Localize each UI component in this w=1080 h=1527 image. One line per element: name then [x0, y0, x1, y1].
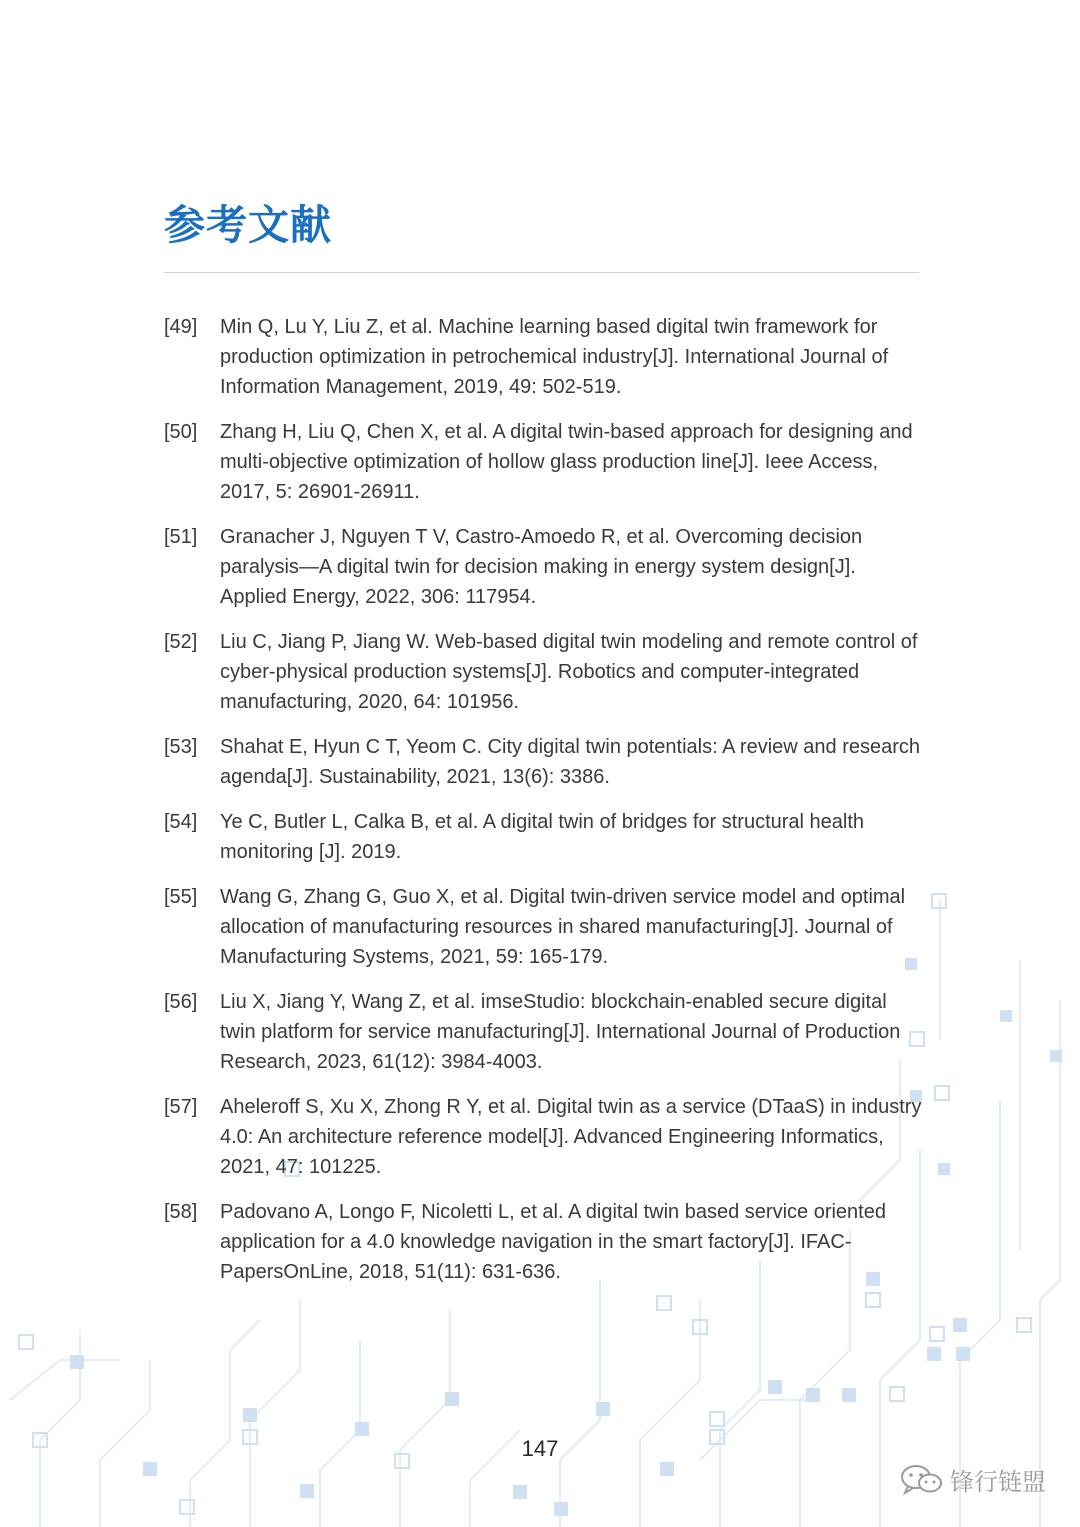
reference-number: [52]: [164, 631, 198, 653]
reference-text: Liu X, Jiang Y, Wang Z, et al. imseStudio: blockchain-enabled secure digital twin platform for service manufacturing[J]. International Journal of Production Research, 2023, 61(12): 3984-4003.: [220, 991, 901, 1073]
page-title: 参考文献: [164, 201, 332, 249]
wechat-icon: [900, 1463, 944, 1497]
reference-text: Wang G, Zhang G, Guo X, et al. Digital twin-driven service model and optimal allocation of manufacturing resources in shared manufacturing[J]. Journal of Manufacturing Systems, 2021, 59: 165-179.: [220, 886, 906, 968]
reference-item: [0, 882, 1080, 972]
reference-number: [55]: [164, 886, 198, 908]
reference-text: Ye C, Butler L, Calka B, et al. A digital twin of bridges for structural health monitoring [J]. 2019.: [220, 811, 865, 863]
reference-item: [0, 732, 1080, 792]
reference-number: [51]: [164, 526, 198, 548]
reference-number: [50]: [164, 421, 198, 443]
watermark: [900, 1462, 1046, 1497]
title-divider: [164, 272, 919, 273]
reference-item: [0, 312, 1080, 402]
reference-item: [0, 807, 1080, 867]
reference-number: [57]: [164, 1096, 198, 1118]
reference-text: Padovano A, Longo F, Nicoletti L, et al. A digital twin based service oriented application for a 4.0 knowledge navigation in the smart factory[J]. IFAC-PapersOnLine, 2018, 51(11): 631-636.: [220, 1201, 886, 1283]
reference-text: Liu C, Jiang P, Jiang W. Web-based digital twin modeling and remote control of cyber-physical production systems[J]. Robotics and computer-integrated manufacturing, 2020, 64: 101956.: [220, 631, 918, 713]
reference-text: Min Q, Lu Y, Liu Z, et al. Machine learning based digital twin framework for production optimization in petrochemical industry[J]. International Journal of Information Management, 2019, 49: 502-519.: [220, 316, 889, 398]
reference-number: [56]: [164, 991, 198, 1013]
watermark-text: 锋行链盟: [950, 1468, 1046, 1496]
reference-text: Aheleroff S, Xu X, Zhong R Y, et al. Digital twin as a service (DTaaS) in industry 4.0: An architecture reference model[J]. Advanced Engineering Informatics, 2021, 47: 101225.: [220, 1096, 922, 1178]
reference-text: Shahat E, Hyun C T, Yeom C. City digital twin potentials: A review and research agenda[J]. Sustainability, 2021, 13(6): 3386.: [220, 736, 920, 788]
reference-list: [0, 312, 1080, 1302]
reference-number: [49]: [164, 316, 198, 338]
reference-item: [0, 987, 1080, 1077]
reference-item: [0, 417, 1080, 507]
reference-item: [0, 522, 1080, 612]
page-number: 147: [521, 1436, 559, 1461]
reference-number: [58]: [164, 1201, 198, 1223]
reference-text: Granacher J, Nguyen T V, Castro-Amoedo R, et al. Overcoming decision paralysis—A digital twin for decision making in energy system design[J]. Applied Energy, 2022, 306: 117954.: [220, 526, 863, 608]
reference-item: [0, 1092, 1080, 1182]
reference-text: Zhang H, Liu Q, Chen X, et al. A digital twin-based approach for designing and multi-objective optimization of hollow glass production line[J]. Ieee Access, 2017, 5: 26901-26911.: [220, 421, 913, 503]
reference-item: [0, 1197, 1080, 1287]
reference-number: [54]: [164, 811, 198, 833]
reference-number: [53]: [164, 736, 198, 758]
reference-item: [0, 627, 1080, 717]
